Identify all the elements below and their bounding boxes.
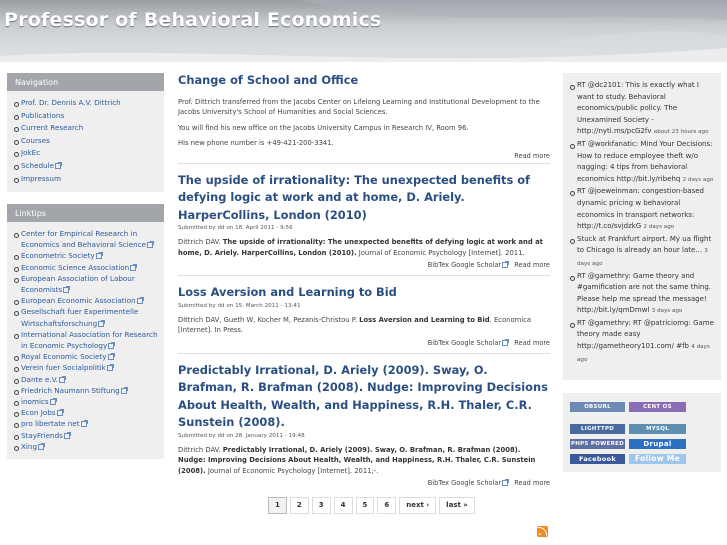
linktip-international-association-for-research-in-economic-psychology[interactable] xyxy=(11,329,160,351)
post-title[interactable]: Predictably Irrational, D. Ariely (2009). Sway, O. Brafman, R. Brafman (2008). Nudge: Improving Decisions About Health, Wealth, and Happiness, R.H. Thaler, C.R. Sunstein (2008). xyxy=(178,362,548,429)
twitter-block xyxy=(563,73,721,380)
rss-feed-icon[interactable] xyxy=(537,526,548,537)
external-link-icon xyxy=(121,388,127,394)
tweet-item xyxy=(568,139,715,186)
linktip-center-for-empirical-research-in-economics-and-behavioral-science[interactable] xyxy=(11,228,160,250)
nav-item-prof-dr-dennis-a-v-dittrich[interactable] xyxy=(11,97,160,110)
obsurl-badge[interactable]: OBSURL xyxy=(570,402,625,412)
linktip-label: International Association for Research in Economic Psychology xyxy=(21,329,158,351)
linktip-label: Royal Economic Society xyxy=(21,352,107,362)
pager-last[interactable]: last » xyxy=(439,497,475,514)
post-links xyxy=(178,152,550,160)
post-title[interactable]: The upside of irrationality: The unexpected benefits of defying logic at work and at home, D. Ariely. HarperCollins, London (2010) xyxy=(178,172,531,222)
bibtex-link[interactable]: BibTex xyxy=(427,261,450,269)
external-link-icon xyxy=(108,343,114,349)
nav-item-jokec[interactable] xyxy=(11,147,160,160)
linktip-inomics[interactable] xyxy=(11,396,160,407)
linktip-econ-jobs[interactable] xyxy=(11,407,160,418)
tweet-text[interactable]: RT @joeweinman: congestion-based dynamic pricing w behavioral economics in transport networks: http://t.co/svjdzkG xyxy=(577,187,704,231)
post-upside-of-irrationality xyxy=(178,172,550,270)
read-more-link[interactable]: Read more xyxy=(514,338,550,347)
badges-block xyxy=(563,393,721,472)
external-link-icon xyxy=(96,253,102,259)
follow-me-badge[interactable]: Follow Me xyxy=(629,454,686,464)
pager xyxy=(268,497,475,514)
external-link-icon xyxy=(130,265,136,271)
linktip-label: Xing xyxy=(21,441,38,451)
tweet-timestamp[interactable]: 3 days ago xyxy=(577,248,708,267)
nav-item-label: Prof. Dr. Dennis A.V. Dittrich xyxy=(21,98,121,107)
tweet-item xyxy=(568,234,715,271)
external-link-icon xyxy=(64,433,70,439)
citation-source: Journal of Economic Psychology [Internet]. 2011. xyxy=(356,248,525,257)
citation-title: Predictably Irrational, D. Ariely (2009). Sway, O. Brafman, R. Brafman (2008). Nudge: Improving Decisions About Health, Wealth, and Happiness, R.H. Thaler, C.R. Sunstein (2008). xyxy=(178,445,536,475)
linktip-gesellschaft-fuer-experimentelle-wirtschaftsforschung[interactable] xyxy=(11,306,160,328)
tweet-timestamp[interactable]: 3 days ago xyxy=(651,308,683,315)
external-link-icon xyxy=(98,321,104,327)
external-link-icon xyxy=(55,163,61,169)
linktip-verein-fuer-socialpolitik[interactable] xyxy=(11,362,160,373)
linktip-label: Verein fuer Socialpolitik xyxy=(21,363,106,373)
post-links xyxy=(178,339,550,347)
nav-item-label: Courses xyxy=(21,135,50,145)
external-link-icon xyxy=(502,340,508,346)
post-paragraph: Prof. Dittrich transferred from the Jacobs Center on Lifelong Learning and Institutional Development to the Jacobs University's School of Humanities and Social Sciences. xyxy=(178,97,540,116)
bibtex-link[interactable]: BibTex xyxy=(427,479,450,487)
tweet-item xyxy=(568,186,715,233)
site-title[interactable]: Professor of Behavioral Economics xyxy=(4,9,382,31)
linktip-label: Gesellschaft fuer Experimentelle Wirtschaftsforschung xyxy=(21,307,139,328)
tweet-timestamp[interactable]: 2 days ago xyxy=(682,176,714,183)
linktip-label: Econometric Society xyxy=(21,251,95,261)
nav-item-impressum[interactable] xyxy=(11,173,160,186)
external-link-icon xyxy=(137,298,143,304)
linktip-economic-science-association[interactable] xyxy=(11,262,160,273)
nav-item-label: Current Research xyxy=(21,123,84,133)
tweet-item xyxy=(568,271,715,318)
linktip-label: StayFriends xyxy=(21,430,63,440)
pager-page-5[interactable]: 5 xyxy=(356,497,375,514)
linktips-block xyxy=(7,204,164,459)
google-scholar-link[interactable]: Google Scholar xyxy=(451,338,502,347)
linktip-label: Friedrich Naumann Stiftung xyxy=(21,385,120,395)
post-title[interactable]: Change of School and Office xyxy=(178,73,359,87)
nav-item-label: JokEc xyxy=(21,148,41,158)
post-submitted: Submitted by dd on 15. March 2011 - 13:41 xyxy=(178,302,301,309)
php5-powered-badge[interactable]: PHP5 POWERED xyxy=(570,441,625,447)
tweet-item xyxy=(568,318,715,366)
tweet-timestamp[interactable]: 2 days ago xyxy=(643,224,675,231)
tweet-text[interactable]: RT @gamethry: RT @patriciomg: Game theory made easy http://gametheory101.com/ #fb xyxy=(577,318,714,351)
tweet-text[interactable]: RT @dc2101: This is exactly what I want to study. Behavioral economics/public policy. The Unexamined Society - http://nyti.ms/pcG2fv xyxy=(577,81,699,136)
pager-page-4[interactable]: 4 xyxy=(334,497,353,514)
bibtex-link[interactable]: BibTex xyxy=(427,338,450,347)
linktip-label: Economic Science Association xyxy=(21,262,130,272)
navigation-block xyxy=(7,73,164,192)
external-link-icon xyxy=(108,354,114,360)
citation-source: . Economica [Internet]. In Press. xyxy=(178,315,532,334)
external-link-icon xyxy=(59,377,65,383)
citation-source: Journal of Economic Psychology [Internet]. 2011;-. xyxy=(205,466,379,475)
tweet-timestamp[interactable]: 4 days ago xyxy=(577,344,710,363)
navigation-menu xyxy=(11,97,160,185)
tweet-list xyxy=(568,80,715,366)
external-link-icon xyxy=(38,444,44,450)
nav-item-courses[interactable] xyxy=(11,135,160,148)
pager-page-3[interactable]: 3 xyxy=(312,497,331,514)
linktip-xing[interactable] xyxy=(11,441,160,452)
google-scholar-link[interactable]: Google Scholar xyxy=(451,261,502,269)
linktip-dante-e-v[interactable] xyxy=(11,374,160,385)
external-link-icon xyxy=(502,262,508,268)
tweet-timestamp[interactable]: about 23 hours ago xyxy=(653,129,709,136)
linktip-european-economic-association[interactable] xyxy=(11,295,160,306)
post-loss-aversion xyxy=(178,284,550,347)
pager-next[interactable]: next › xyxy=(399,497,436,514)
citation-title: Loss Aversion and Learning to Bid xyxy=(359,315,490,324)
main-content xyxy=(178,72,550,487)
nav-item-label: Publications xyxy=(21,110,65,120)
linktip-stayfriends[interactable] xyxy=(11,430,160,441)
linktips-menu xyxy=(11,228,160,452)
pager-page-6[interactable]: 6 xyxy=(377,497,396,514)
tweet-text[interactable]: RT @workfanatic: Mind Your Decisions: How to reduce employee theft w/o nagging: 4 tips from behavioral economics http://bit.ly/ribehq xyxy=(577,139,713,183)
post-citation xyxy=(178,315,550,336)
nav-item-schedule[interactable] xyxy=(11,160,160,173)
post-links xyxy=(178,479,550,487)
linktip-label: Center for Empirical Research in Economics and Behavioral Science xyxy=(21,229,147,250)
linktip-royal-economic-society[interactable] xyxy=(11,351,160,362)
nav-item-label: Schedule xyxy=(21,160,55,170)
read-more-link[interactable]: Read more xyxy=(514,261,550,269)
citation-authors: Dittrich DAV, Gueth W, Kocher M, Pezanis-Christou P. xyxy=(178,315,360,324)
tweet-text[interactable]: Stuck at Frankfurt airport. My ua flight to Chicago is already an hour late... xyxy=(577,234,712,255)
read-more-link[interactable]: Read more xyxy=(514,151,550,160)
external-link-icon xyxy=(147,242,153,248)
drupal-badge[interactable]: Drupal xyxy=(629,439,686,449)
post-paragraph: You will find his new office on the Jacobs University Campus in Research IV, Room 96. xyxy=(178,123,469,132)
pager-current-page: 1 xyxy=(268,497,287,514)
divider xyxy=(178,353,550,354)
external-link-icon xyxy=(57,410,63,416)
citation-authors: Dittrich DAV. xyxy=(178,238,223,246)
linktip-label: European Association of Labour Economists xyxy=(21,273,135,295)
linktip-label: Econ Jobs xyxy=(21,408,56,418)
facebook-badge[interactable]: Facebook xyxy=(570,454,625,464)
read-more-link[interactable]: Read more xyxy=(514,479,550,487)
google-scholar-link[interactable]: Google Scholar xyxy=(451,479,502,487)
mysql-badge[interactable]: MYSQL xyxy=(629,424,686,434)
tweet-text[interactable]: RT @gamethry: Game theory and #gamification are not the same thing. Please help me spread the message! http://bit.ly/qmDmwl xyxy=(577,271,712,315)
citation-authors: Dittrich DAV. xyxy=(178,445,223,454)
linktip-label: Dante e.V. xyxy=(21,374,58,384)
divider xyxy=(178,163,550,164)
external-link-icon xyxy=(107,365,113,371)
post-submitted: Submitted by dd on 28. January 2011 - 19:48 xyxy=(178,432,305,439)
external-link-icon xyxy=(50,399,56,405)
linktip-pro-libertate-net[interactable] xyxy=(11,418,160,429)
external-link-icon xyxy=(63,287,69,293)
external-link-icon xyxy=(81,421,87,427)
external-link-icon xyxy=(502,480,508,486)
post-citation xyxy=(178,237,550,258)
linktip-label: pro libertate net xyxy=(21,419,80,429)
post-title[interactable]: Loss Aversion and Learning to Bid xyxy=(178,285,397,299)
post-submitted: Submitted by dd on 18. April 2011 - 9:56 xyxy=(178,225,293,231)
post-change-of-school xyxy=(178,72,550,160)
nav-item-publications[interactable] xyxy=(11,110,160,123)
linktip-label: inomics xyxy=(21,397,49,407)
site-header xyxy=(0,0,727,62)
post-paragraph: His new phone number is +49-421-200-3341. xyxy=(178,139,334,147)
linktips-title: Linktips xyxy=(7,204,164,222)
centos-badge[interactable]: CENT OS xyxy=(629,402,686,412)
post-predictably-irrational xyxy=(178,362,550,488)
post-citation xyxy=(178,445,550,477)
nav-item-current-research[interactable] xyxy=(11,122,160,135)
lighttpd-badge[interactable]: LIGHTTPD xyxy=(570,424,625,434)
pager-page-2[interactable]: 2 xyxy=(290,497,309,514)
tweet-item xyxy=(568,80,715,139)
nav-item-label: Impressum xyxy=(21,173,61,183)
post-links xyxy=(178,261,550,269)
linktip-econometric-society[interactable] xyxy=(11,250,160,261)
linktip-label: European Economic Association xyxy=(21,296,136,306)
citation-title: The upside of irrationality: The unexpected benefits of defying logic at work and at home, D. Ariely. HarperCollins, London (2010). xyxy=(178,238,543,257)
divider xyxy=(178,275,550,276)
linktip-friedrich-naumann-stiftung[interactable] xyxy=(11,385,160,396)
navigation-title: Navigation xyxy=(7,73,164,91)
linktip-european-association-of-labour-economists[interactable] xyxy=(11,273,160,295)
